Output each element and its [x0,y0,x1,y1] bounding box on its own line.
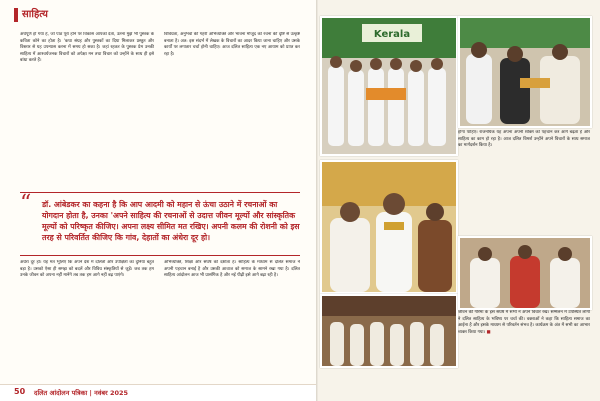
photo-stage-speakers [320,160,458,294]
right-column-top: विविधता, अनुभवों की गहरी अभिव्यक्ति और भावना मौजूद को रचना की दृष्टि से उत्कृष्ट बनाता है। अत: इस संदर्भ में लेखक के विचारों का आदर किया जाना चाहिए और उसके कार्यों पर लगातार चर्चा होनी चाहिए। आज दलित साहित्य एक नए आयाम को प्राप्त कर रहा है। [164,32,300,57]
right-page-text-bottom [458,310,590,380]
left-column-top: अर्थपूर्ण हो गया है, जो पाठ पूरा होने पर विकास आपको देता, उतना मुझे भी पुस्तक के कविता कोने का होता है। 'कथा संग्रह और पुस्तकों का दिया मिलाकर प्रस्तुत और विस्तार से यह उपन्यास करना में समय हो सका है। जहां रहकर के पुस्तक प्रेम उनकी साहित्य में आश्चर्यजनक विचारों को अपेक्षा मन तथा विचार को उन्होंने के साथ ही इसे बांधा करते हैं। [20,32,154,64]
left-column-bottom: अंधेरा दूर हो। यह मत भूलिए कि अपने देश में दलितों और उपेक्षितों का दुनिया बहुत बड़ा है। उसको ऐसा ही समझ को बदलें और विविध संस्कृतियों से जुड़ें। जब तक हम उनके जीवन को अपना नहीं मानेंगे तब तक हम आगे नहीं बढ़ पाएंगे। [20,260,154,279]
right-page [318,0,600,401]
right-column-bottom: अभिव्यक्ति, शिक्षा और संघर्ष को दर्शाता है। साहित्य के माध्यम से दलित समाज ने अपनी पहचान बनाई है और उसकी आवाज को समाज के सामने रखा गया है। दलित साहित्य आंदोलन आज भी प्रासंगिक है और नई पीढ़ी इसे आगे बढ़ा रही है। [164,260,300,279]
end-mark: ■ [486,329,491,335]
photo-felicitation-image [460,18,590,126]
photo-conference-hall [320,294,458,368]
banner-text: Kerala [373,29,411,40]
section-label: साहित्य [14,8,72,22]
photo-group-event-image [322,18,456,154]
photo-conference-hall-image [322,296,456,366]
photo-felicitation [458,16,592,128]
photo-stage-speakers-image [322,162,456,292]
quote-icon: “ [20,191,32,216]
pull-quote [20,192,300,256]
photo-award [458,236,592,310]
pull-quote-text: डॉ. आंबेडकर का कहना है कि आप आदमी को महान से ऊंचा उठाने में रचनाओं का योगदान होता है, उनका 'अपने साहित्य की रचनाओं से उदात्त जीवन मूल्यों और सांस्कृतिक मूल्यों को परिष्कृत कीजिए। अपना लक्ष्य सीमित मत रखिए। अपनी कलम की रोशनी को इस तरह से परिवर्तित कीजिए कि गांव, देहातों का अंधेरा दूर हो। [42,200,300,242]
photo-group-event [320,16,458,156]
magazine-name: दलित आंदोलन पत्रिका | नवंबर 2025 [34,389,129,397]
photo-award-image [460,238,590,308]
right-page-text-top: होगा पाहिए। राजनयिक यह अपना अपनी शक्ति को पहचान कर आगे बढ़ता है और साहित्य का काम हो रहा है। आज दलित विमर्श उन्होंने अपने विचारों के साथ समाज का मार्गदर्शन किया है। [458,130,590,149]
page-footer [0,384,318,401]
right-page-text-bottom-body: जीवन की गरिमा के इस संघर्ष में सभी ने अपने विचार रखे। सम्मेलन में उपस्थित लोगों ने दलित साहित्य के भविष्य पर चर्चा की। वक्ताओं ने कहा कि साहित्य समाज का आईना है और इसके माध्यम से परिवर्तन संभव है। कार्यक्रम के अंत में सभी का आभार व्यक्त किया गया। [458,310,590,335]
page-number: 50 [14,387,26,396]
